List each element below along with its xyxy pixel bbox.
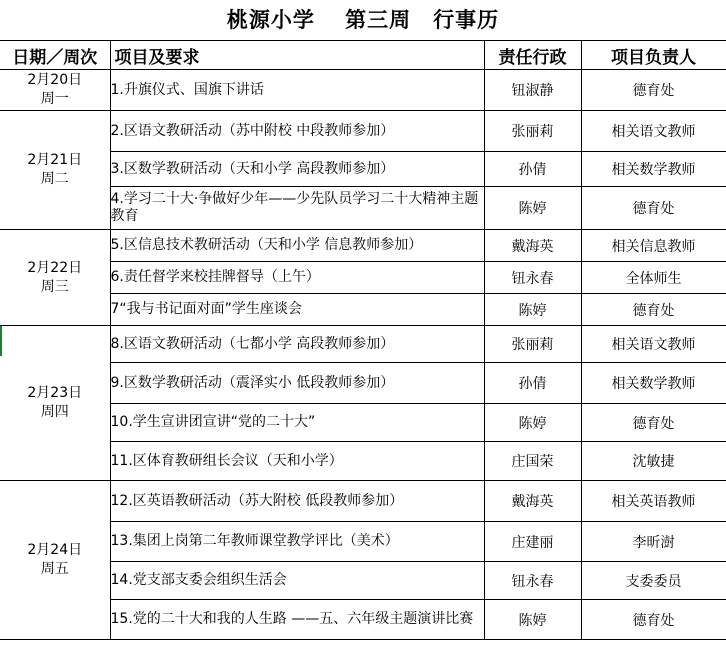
table-row	[0, 111, 726, 152]
admin-cell: 庄建丽	[484, 522, 581, 562]
item-cell: 9.区数学教研活动（震泽实小 低段教师参加）	[110, 363, 484, 404]
owner-cell: 德育处	[581, 294, 726, 326]
item-cell: 1.升旗仪式、国旗下讲话	[110, 70, 484, 111]
schedule-table	[0, 40, 726, 640]
admin-cell: 陈婷	[484, 294, 581, 326]
row-selection-marker	[0, 326, 2, 356]
admin-cell: 孙倩	[484, 363, 581, 404]
weekday-label: 周五	[40, 561, 69, 577]
weekday-label: 周二	[40, 171, 69, 187]
item-cell: 7“我与书记面对面”学生座谈会	[110, 294, 484, 326]
owner-cell: 相关语文教师	[581, 111, 726, 152]
item-cell: 12.区英语教研活动（苏大附校 低段教师参加）	[110, 481, 484, 522]
date-label: 2月20日	[27, 72, 83, 88]
item-cell: 11.区体育教研组长会议（天和小学）	[110, 442, 484, 481]
item-cell: 8.区语文教研活动（七都小学 高段教师参加）	[110, 326, 484, 363]
admin-cell: 陈婷	[484, 404, 581, 442]
date-cell	[0, 481, 110, 640]
admin-cell: 孙倩	[484, 152, 581, 187]
admin-cell: 钮永春	[484, 562, 581, 600]
owner-cell: 德育处	[581, 70, 726, 111]
owner-cell: 支委委员	[581, 562, 726, 600]
item-cell: 6.责任督学来校挂牌督导（上午）	[110, 262, 484, 294]
admin-cell: 钮淑静	[484, 70, 581, 111]
date-cell	[0, 70, 110, 111]
date-cell	[0, 230, 110, 326]
owner-cell: 相关数学教师	[581, 152, 726, 187]
date-label: 2月21日	[27, 152, 83, 168]
admin-cell: 戴海英	[484, 230, 581, 262]
header-row	[0, 41, 726, 70]
date-cell	[0, 111, 110, 230]
page-title: 桃源小学 第三周 行事历	[226, 7, 500, 32]
item-cell: 2.区语文教研活动（苏中附校 中段教师参加）	[110, 111, 484, 152]
item-cell: 5.区信息技术教研活动（天和小学 信息教师参加）	[110, 230, 484, 262]
admin-cell: 陈婷	[484, 187, 581, 230]
table-row	[0, 70, 726, 111]
admin-cell: 戴海英	[484, 481, 581, 522]
date-label: 2月22日	[27, 259, 83, 276]
item-cell: 13.集团上岗第二年教师课堂教学评比（美术）	[110, 522, 484, 562]
owner-cell: 李昕澍	[581, 522, 726, 562]
admin-cell: 张丽莉	[484, 111, 581, 152]
weekday-label: 周四	[40, 404, 69, 420]
owner-cell: 相关英语教师	[581, 481, 726, 522]
header-item: 项目及要求	[110, 41, 484, 70]
item-cell: 15.党的二十大和我的人生路 ——五、六年级主题演讲比赛	[110, 600, 484, 640]
admin-cell: 张丽莉	[484, 326, 581, 363]
admin-cell: 陈婷	[484, 600, 581, 640]
owner-cell: 德育处	[581, 600, 726, 640]
header-admin: 责任行政	[484, 41, 581, 70]
admin-cell: 庄国荣	[484, 442, 581, 481]
date-label: 2月24日	[27, 542, 83, 558]
owner-cell: 德育处	[581, 404, 726, 442]
date-label: 2月23日	[27, 385, 83, 401]
admin-cell: 钮永春	[484, 262, 581, 294]
owner-cell: 相关信息教师	[581, 230, 726, 262]
owner-cell: 德育处	[581, 187, 726, 230]
date-cell	[0, 326, 110, 481]
owner-cell: 沈敏捷	[581, 442, 726, 481]
owner-cell: 全体师生	[581, 262, 726, 294]
item-cell: 4.学习二十大·争做好少年——少先队员学习二十大精神主题教育	[110, 187, 484, 230]
header-owner: 项目负责人	[581, 41, 726, 70]
header-date: 日期／周次	[0, 41, 110, 70]
owner-cell: 相关数学教师	[581, 363, 726, 404]
item-cell: 14.党支部支委会组织生活会	[110, 562, 484, 600]
table-row	[0, 230, 726, 262]
weekday-label: 周三	[40, 278, 69, 295]
item-cell: 10.学生宣讲团宣讲“党的二十大”	[110, 404, 484, 442]
owner-cell: 相关语文教师	[581, 326, 726, 363]
table-row	[0, 326, 726, 363]
item-cell: 3.区数学教研活动（天和小学 高段教师参加）	[110, 152, 484, 187]
table-row	[0, 481, 726, 522]
weekday-label: 周一	[40, 91, 69, 107]
